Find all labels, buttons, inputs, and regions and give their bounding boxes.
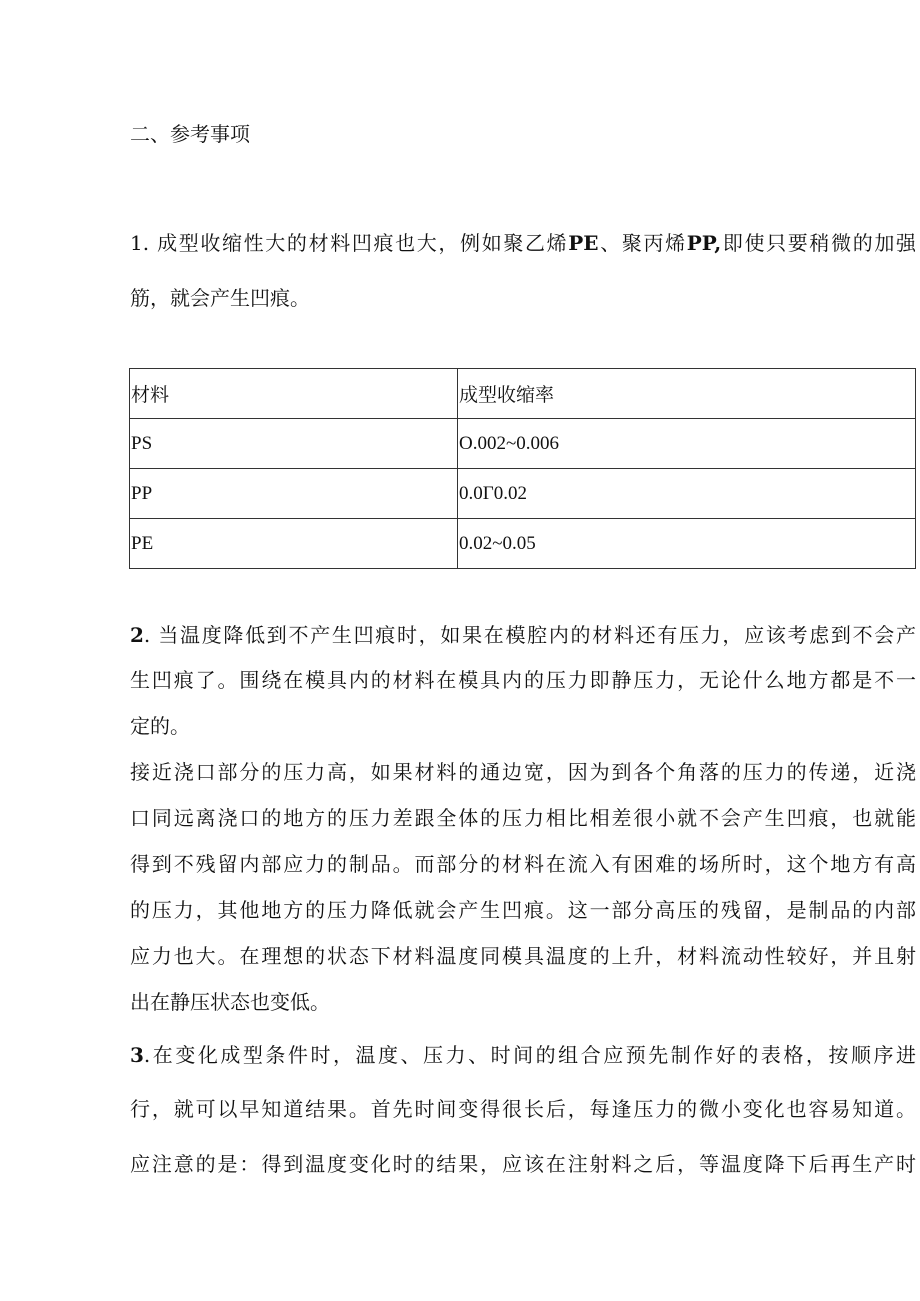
item2-line7: 的压力，其他地方的压力降低就会产生凹痕。这一部分高压的残留，是制品的内部 (130, 898, 916, 922)
item1-tail: 即使只要稍微的加强 (721, 231, 916, 255)
item3-line3: 应注意的是：得到温度变化时的结果，应该在注射料之后，等温度降下后再生产时 (130, 1152, 916, 1176)
item2-line9: 出在静压状态也变低。 (130, 990, 330, 1014)
item2-number: 2 (130, 623, 144, 647)
item3-line2: 行，就可以早知道结果。首先时间变得很长后，每逢压力的微小变化也容易知道。 (130, 1097, 916, 1121)
table-header-row (130, 369, 916, 419)
item2-line2: 生凹痕了。围绕在模具内的材料在模具内的压力即静压力，无论什么地方都是不一 (130, 668, 916, 692)
table-row (130, 469, 916, 519)
table-cell: 0.0Γ0.02 (458, 469, 916, 519)
item3-text: .在变化成型条件时，温度、压力、时间的组合应预先制作好的表格，按顺序进 (143, 1043, 916, 1067)
item1-text: 1. 成型收缩性大的材料凹痕也大，例如聚乙烯 (130, 231, 569, 255)
item1-sep: 、聚丙烯 (598, 231, 687, 255)
table-cell: PE (130, 519, 458, 569)
item1-pe: PE (568, 231, 599, 255)
item2-line1 (130, 621, 916, 649)
table-row (130, 419, 916, 469)
item2-line5: 口同远离浇口的地方的压力差跟全体的压力相比相差很小就不会产生凹痕，也就能 (130, 806, 916, 830)
item2-text: . 当温度降低到不产生凹痕时，如果在模腔内的材料还有压力，应该考虑到不会产 (143, 623, 916, 647)
table-cell: O.002~0.006 (458, 419, 916, 469)
item2-line4: 接近浇口部分的压力高，如果材料的通边宽，因为到各个角落的压力的传递，近浇 (130, 760, 916, 784)
item1-pp: PP, (686, 231, 722, 255)
table-cell: 0.02~0.05 (458, 519, 916, 569)
table-cell: PP (130, 469, 458, 519)
item2-line3: 定的。 (130, 714, 190, 738)
section-heading: 二、参考事项 (130, 122, 250, 146)
shrinkage-table (129, 368, 916, 569)
item1-line2: 筋，就会产生凹痕。 (130, 286, 310, 310)
item2-line8: 应力也大。在理想的状态下材料温度同模具温度的上升，材料流动性较好，并且射 (130, 944, 916, 968)
table-header-shrinkage: 成型收缩率 (458, 369, 916, 419)
item3-number: 3 (130, 1043, 144, 1067)
table-row (130, 519, 916, 569)
item1-line1 (130, 229, 916, 257)
table-header-material: 材料 (130, 369, 458, 419)
table-cell: PS (130, 419, 458, 469)
item3-line1 (130, 1041, 916, 1069)
item2-line6: 得到不残留内部应力的制品。而部分的材料在流入有困难的场所时，这个地方有高 (130, 852, 916, 876)
